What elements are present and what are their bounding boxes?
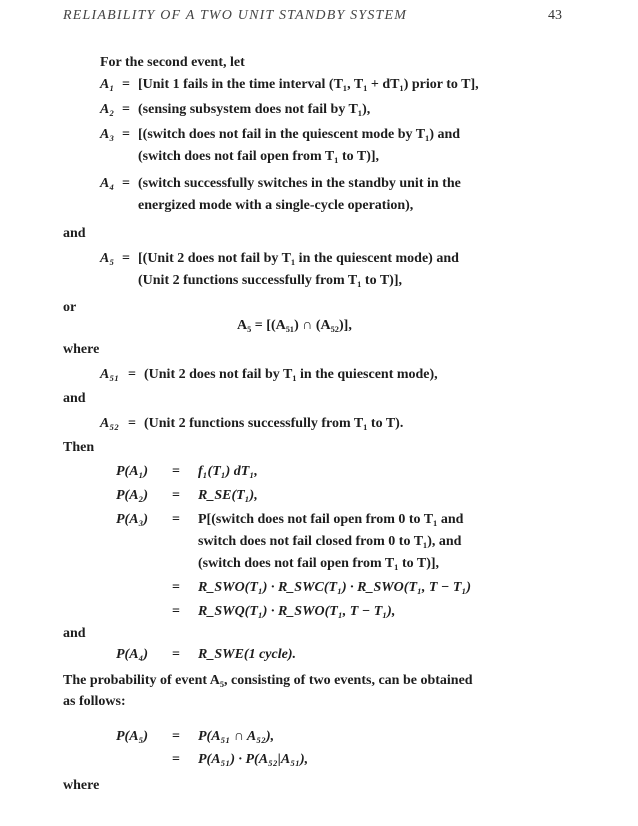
connective-and: and bbox=[63, 226, 86, 241]
prob-a1-rhs: f₁(T₁) dT₁, bbox=[198, 464, 258, 479]
event-a52-text: (Unit 2 functions successfully from T₁ to T). bbox=[144, 416, 404, 431]
event-a51-label: A₅₁ bbox=[100, 367, 120, 382]
equals-sign: = bbox=[122, 102, 130, 117]
event-a5-label: A₅ bbox=[100, 251, 115, 266]
event-a1-label: A₁ bbox=[100, 77, 115, 92]
paragraph-line1: The probability of event A₅, consisting of two events, can be obtained bbox=[63, 673, 473, 688]
prob-a3-rhs-line1: P[(switch does not fail open from 0 to T₁ and bbox=[198, 512, 464, 527]
event-a3-text-line2: (switch does not fail open from T₁ to T)], bbox=[138, 149, 380, 164]
page-number: 43 bbox=[548, 8, 562, 23]
prob-a2-rhs: R_SE(T₁), bbox=[198, 488, 258, 503]
connective-and: and bbox=[63, 391, 86, 406]
prob-a2-lhs: P(A₂) bbox=[116, 488, 149, 503]
prob-a4-rhs: R_SWE(1 cycle). bbox=[198, 647, 296, 662]
prob-a5-rhs-line2: P(A₅₁) · P(A₅₂|A₅₁), bbox=[198, 752, 309, 767]
prob-a4-lhs: P(A₄) bbox=[116, 647, 149, 662]
equals-sign: = bbox=[122, 176, 130, 191]
prob-a5-rhs-line1: P(A₅₁ ∩ A₅₂), bbox=[198, 729, 275, 744]
event-a5-text-line2: (Unit 2 functions successfully from T₁ to T)], bbox=[138, 273, 402, 288]
event-a3-label: A₃ bbox=[100, 127, 115, 142]
prob-a5-lhs: P(A₅) bbox=[116, 729, 149, 744]
prob-a3-rhs-line2: switch does not fail closed from 0 to T₁), and bbox=[198, 534, 462, 549]
connective-then: Then bbox=[63, 440, 95, 455]
connective-where: where bbox=[63, 342, 100, 357]
event-a1-text: [Unit 1 fails in the time interval (T₁, T₁ + dT₁) prior to T], bbox=[138, 77, 479, 92]
equals-sign: = bbox=[172, 729, 180, 744]
a5-intersection-equation: A₅ = [(A₅₁) ∩ (A₅₂)], bbox=[237, 318, 352, 333]
event-a51-text: (Unit 2 does not fail by T₁ in the quiescent mode), bbox=[144, 367, 438, 382]
prob-a3-rhs-line3: (switch does not fail open from T₁ to T)], bbox=[198, 556, 440, 571]
intro-text: For the second event, let bbox=[100, 55, 245, 70]
event-a4-label: A₄ bbox=[100, 176, 115, 191]
equals-sign: = bbox=[172, 512, 180, 527]
connective-and: and bbox=[63, 626, 86, 641]
prob-a3-rhs-line5: R_SWQ(T₁) · R_SWO(T₁, T − T₁), bbox=[198, 604, 396, 619]
event-a5-text-line1: [(Unit 2 does not fail by T₁ in the quiescent mode) and bbox=[138, 251, 459, 266]
equals-sign: = bbox=[172, 464, 180, 479]
connective-or: or bbox=[63, 300, 77, 315]
running-title: RELIABILITY OF A TWO UNIT STANDBY SYSTEM bbox=[63, 8, 408, 23]
prob-a3-rhs-line4: R_SWO(T₁) · R_SWC(T₁) · R_SWO(T₁, T − T₁) bbox=[198, 580, 472, 595]
event-a4-text-line1: (switch successfully switches in the standby unit in the bbox=[138, 176, 461, 191]
equals-sign: = bbox=[128, 416, 136, 431]
equals-sign: = bbox=[122, 251, 130, 266]
event-a3-text-line1: [(switch does not fail in the quiescent mode by T₁) and bbox=[138, 127, 461, 142]
equals-sign: = bbox=[172, 752, 180, 767]
equals-sign: = bbox=[172, 604, 180, 619]
prob-a1-lhs: P(A₁) bbox=[116, 464, 149, 479]
event-a52-label: A₅₂ bbox=[100, 416, 120, 431]
event-a2-text: (sensing subsystem does not fail by T₁), bbox=[138, 102, 371, 117]
paragraph-line2: as follows: bbox=[63, 694, 126, 709]
equals-sign: = bbox=[172, 488, 180, 503]
equals-sign: = bbox=[122, 127, 130, 142]
connective-where: where bbox=[63, 778, 100, 793]
prob-a3-lhs: P(A₃) bbox=[116, 512, 149, 527]
event-a2-label: A₂ bbox=[100, 102, 115, 117]
equals-sign: = bbox=[172, 580, 180, 595]
equals-sign: = bbox=[122, 77, 130, 92]
event-a4-text-line2: energized mode with a single-cycle operation), bbox=[138, 198, 414, 213]
equals-sign: = bbox=[172, 647, 180, 662]
equals-sign: = bbox=[128, 367, 136, 382]
